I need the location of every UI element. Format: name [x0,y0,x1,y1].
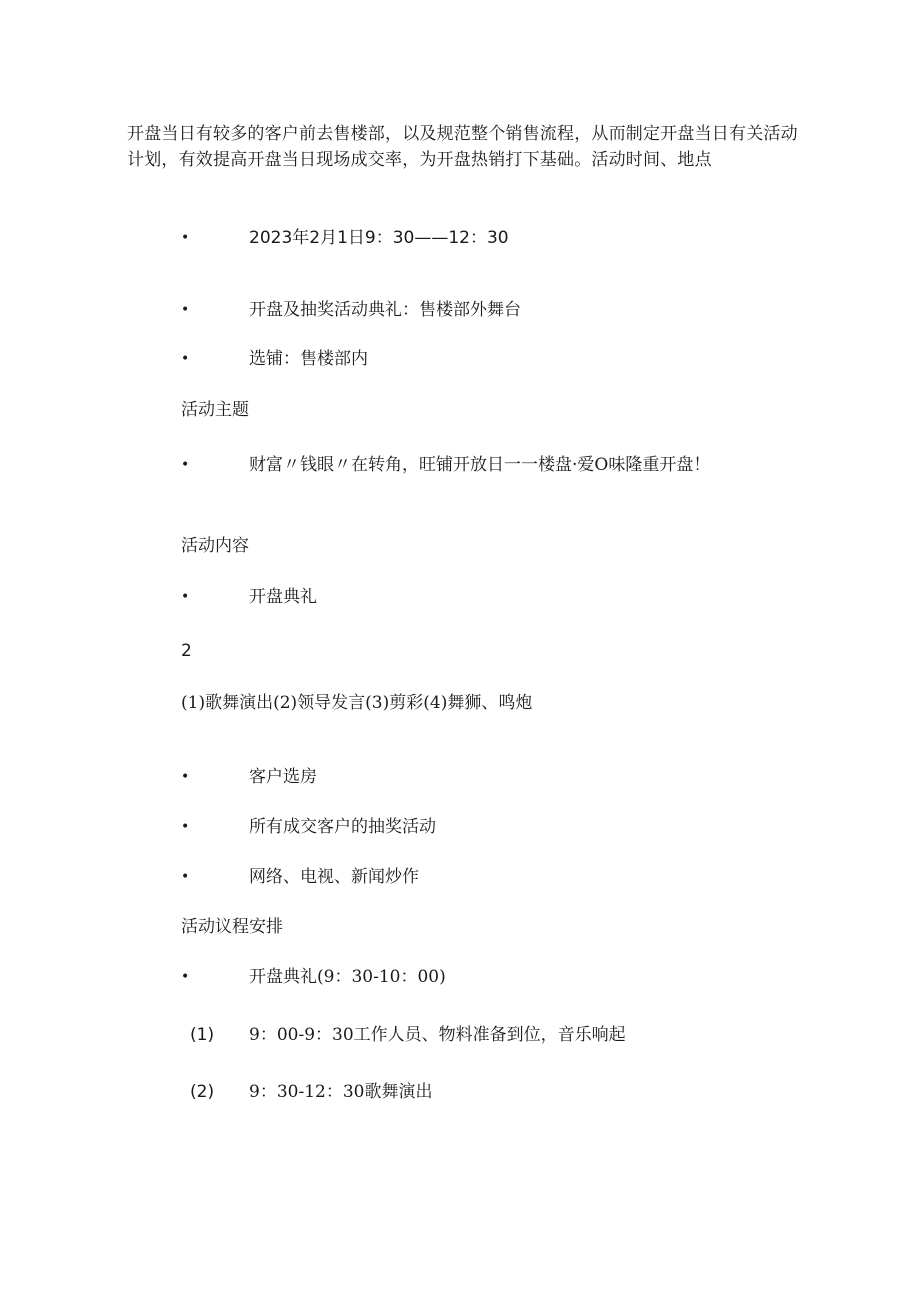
agenda-heading: 活动议程安排 [181,917,283,937]
number-line: 2 [181,641,192,661]
bullet-icon: • [181,969,190,985]
step-text: 9：30-12：30歌舞演出 [249,1082,433,1102]
list-item-text: 财富〃钱眼〃在转角，旺铺开放日一一楼盘·爱O味隆重开盘！ [249,455,711,475]
list-item-text: 所有成交客户的抽奖活动 [249,817,436,837]
bullet-icon: • [181,769,190,785]
list-item-text: 客户选房 [249,767,317,787]
bullet-icon: • [181,457,190,473]
step-text: 9：00-9：30工作人员、物料准备到位，音乐响起 [249,1025,626,1045]
list-item-text: 选铺：售楼部内 [249,349,368,369]
content-heading: 活动内容 [181,536,249,556]
list-item-text: 2023年2月1日9：30——12：30 [249,228,509,248]
list-item-text: 开盘及抽奖活动典礼：售楼部外舞台 [249,300,521,320]
step-number: (1) [190,1025,215,1045]
step-number: (2) [190,1082,215,1102]
bullet-icon: • [181,230,190,246]
bullet-icon: • [181,819,190,835]
bullet-icon: • [181,589,190,605]
list-item-text: 开盘典礼(9：30-10：00) [249,967,446,987]
list-item-text: 开盘典礼 [249,587,317,607]
theme-heading: 活动主题 [181,400,249,420]
bullet-icon: • [181,302,190,318]
list-item-text: 网络、电视、新闻炒作 [249,867,419,887]
program-line: (1)歌舞演出(2)领导发言(3)剪彩(4)舞狮、鸣炮 [181,693,533,713]
bullet-icon: • [181,351,190,367]
intro-paragraph: 开盘当日有较多的客户前去售楼部，以及规范整个销售流程，从而制定开盘当日有关活动计划，有效提高开盘当日现场成交率，为开盘热销打下基础。活动时间、地点 [127,124,798,170]
bullet-icon: • [181,869,190,885]
